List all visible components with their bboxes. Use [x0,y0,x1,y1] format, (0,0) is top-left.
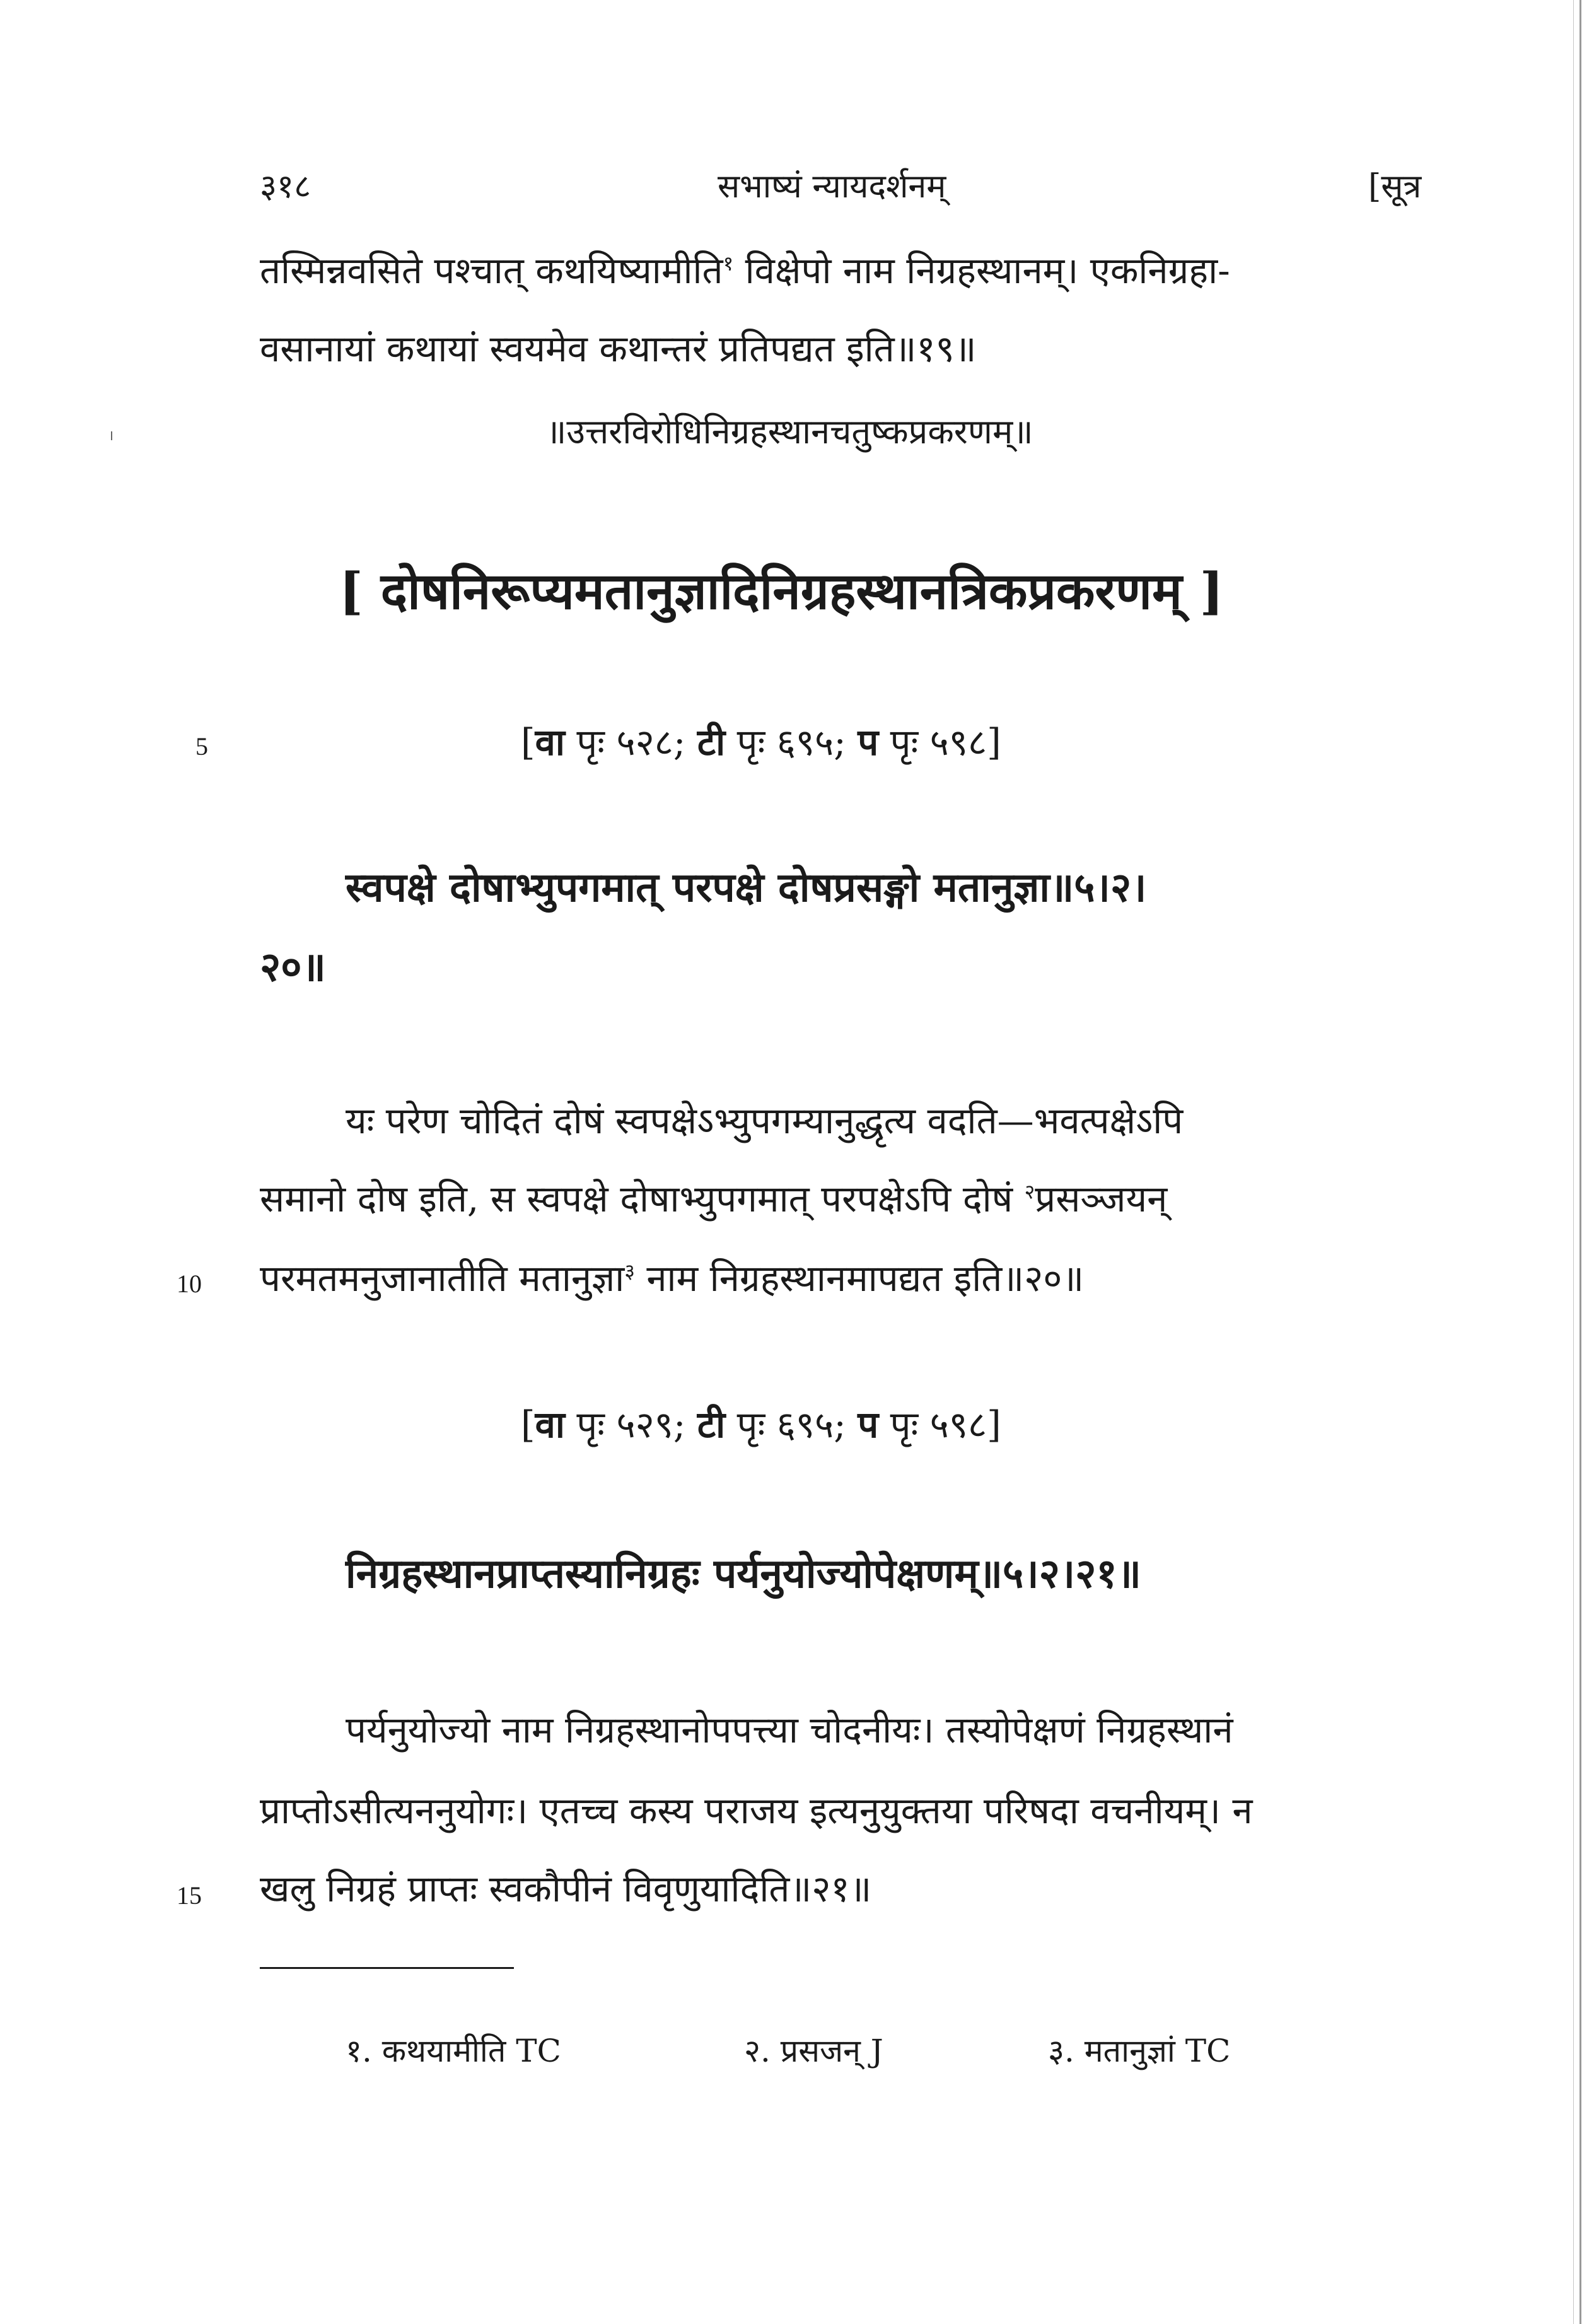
footnote-1: १. कथयामीति TC [346,2033,561,2069]
bhashya-20-line3: परमतमनुजानातीति मतानुज्ञा$^३$ नाम निग्रहस्थानमापद्यत इति॥२०॥ [260,1257,1085,1300]
page-edge-shadow [1573,0,1574,2324]
bhashya-20-line1: यः परेण चोदितं दोषं स्वपक्षेऽभ्युपगम्यानुद्धृत्य वदति—भवत्पक्षेऽपि [346,1099,1184,1142]
section-heading: [ दोषनिरूप्यमतानुज्ञादिनिग्रहस्थानत्रिकप्रकरणम् ] [339,561,1224,621]
footnote-rule [260,1967,514,1969]
bhashya-21-line1: पर्यनुयोज्यो नाम निग्रहस्थानोपपत्त्या चोदनीयः। तस्योपेक्षणं निग्रहस्थानं [346,1708,1233,1751]
prakarana-colophon: ॥उत्तरविरोधिनिग्रहस्थानचतुष्कप्रकरणम्॥ [546,412,1033,452]
footnote-3: ३. मतानुज्ञां TC [1048,2033,1231,2069]
footnote-marker: १ [723,251,734,276]
commentary-reference-21: [वा पृः ५२९; टी पृः ६९५; प पृः ५९८] [521,1403,1001,1446]
footnote-2: २. प्रसजन् J [744,2033,883,2069]
running-title: सभाष्यं न्यायदर्शनम् [718,168,946,206]
footnote-marker: ३ [624,1259,635,1283]
margin-mark [111,431,112,440]
section-label: [सूत्र [1368,168,1422,206]
commentary-reference-20: [वा पृः ५२८; टी पृः ६९५; प पृः ५९८] [521,721,1001,764]
line-number-10: 10 [177,1270,202,1298]
page-number: ३१८ [260,168,311,206]
line-number-15: 15 [177,1881,202,1910]
sutra-20-line1: स्वपक्षे दोषाभ्युपगमात् परपक्षे दोषप्रसङ्गो मतानुज्ञा॥५।२। [346,864,1147,911]
line-number-5: 5 [195,732,208,761]
bhashya-21-line3: खलु निग्रहं प्राप्तः स्वकौपीनं विवृणुयादिति॥२१॥ [260,1867,872,1910]
bhashya-21-line2: प्राप्तोऽसीत्यननुयोगः। एतच्च कस्य पराजय इत्यनुयुक्तया परिषदा वचनीयम्। न [260,1789,1253,1832]
text-line-19a: तस्मिन्नवसिते पश्चात् कथयिष्यामीति$^१$ विक्षेपो नाम निग्रहस्थानम्। एकनिग्रहा- [260,249,1230,292]
sutra-20-line2: २०॥ [260,943,326,991]
sutra-21: निग्रहस्थानप्राप्तस्यानिग्रहः पर्यनुयोज्योपेक्षणम्॥५।२।२१॥ [346,1550,1142,1597]
page-edge [1579,0,1581,2324]
bhashya-20-line2: समानो दोष इति, स स्वपक्षे दोषाभ्युपगमात् परपक्षेऽपि दोषं $^२$प्रसञ्जयन् [260,1177,1168,1220]
text-line-19b: वसानायां कथायां स्वयमेव कथान्तरं प्रतिपद्यत इति॥१९॥ [260,327,977,370]
footnote-marker: २ [1024,1179,1035,1204]
